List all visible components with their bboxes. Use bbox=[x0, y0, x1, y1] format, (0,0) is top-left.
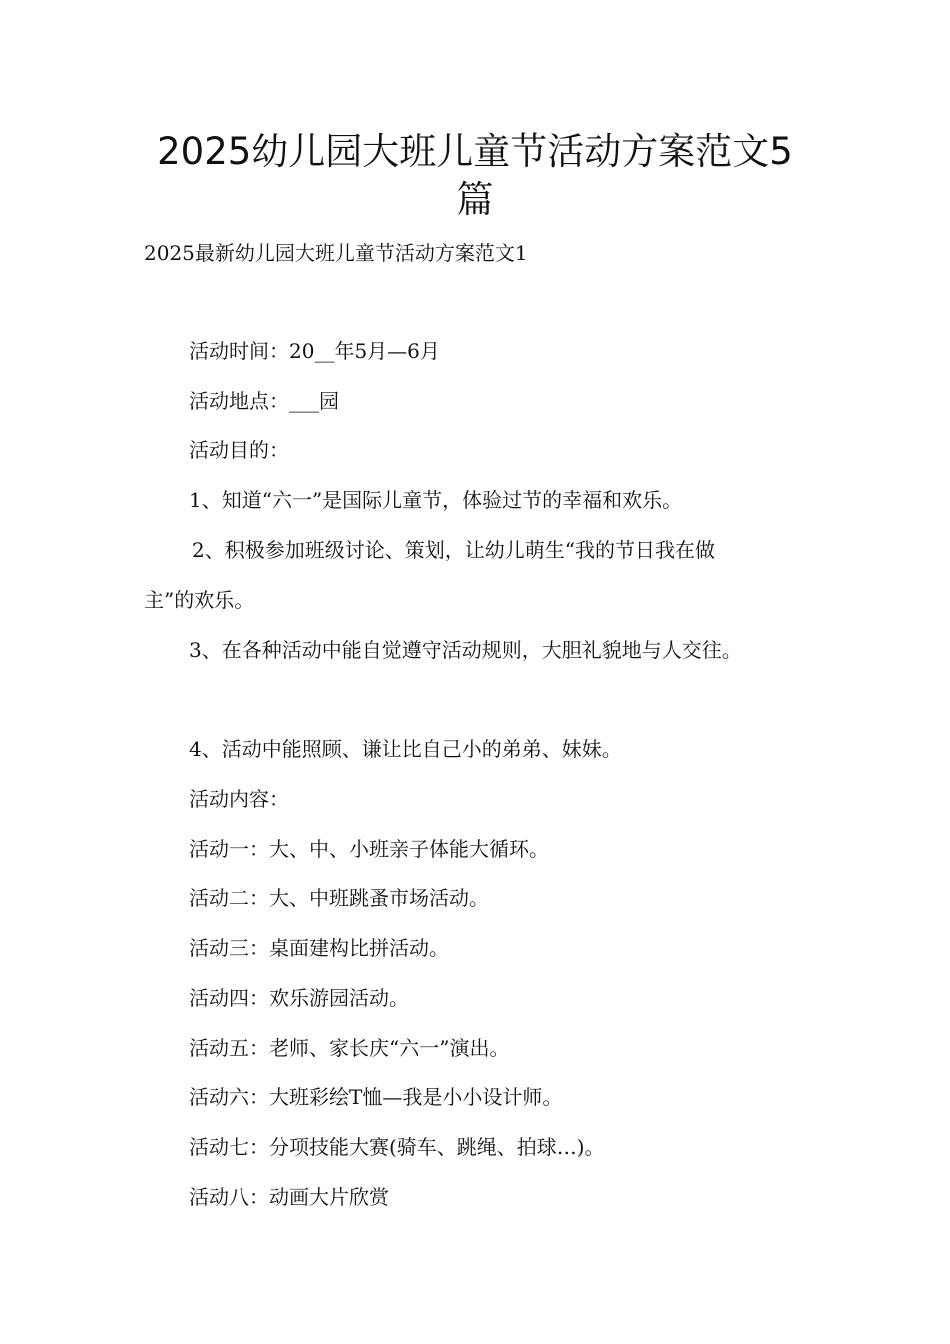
paragraph-activity-5: 活动五：老师、家长庆“六一”演出。 bbox=[189, 1036, 510, 1060]
paragraph-purpose-3: 3、在各种活动中能自觉遵守活动规则，大胆礼貌地与人交往。 bbox=[189, 638, 742, 662]
paragraph-activity-6: 活动六：大班彩绘T恤—我是小小设计师。 bbox=[189, 1085, 563, 1109]
paragraph-activity-time: 活动时间：20__年5月—6月 bbox=[189, 339, 440, 363]
paragraph-purpose-2: 2、积极参加班级讨论、策划，让幼儿萌生“我的节日我在做 bbox=[192, 538, 715, 562]
paragraph-activity-3: 活动三：桌面建构比拼活动。 bbox=[189, 936, 449, 960]
paragraph-activity-location: 活动地点：___园 bbox=[189, 389, 339, 413]
document-subtitle: 2025最新幼儿园大班儿童节活动方案范文1 bbox=[144, 241, 528, 265]
paragraph-activity-7: 活动七：分项技能大赛(骑车、跳绳、拍球…)。 bbox=[189, 1135, 605, 1159]
paragraph-purpose-1: 1、知道“六一”是国际儿童节，体验过节的幸福和欢乐。 bbox=[189, 488, 683, 512]
paragraph-activity-8: 活动八：动画大片欣赏 bbox=[189, 1185, 389, 1209]
paragraph-activity-content: 活动内容： bbox=[189, 787, 289, 811]
paragraph-purpose-2-continued: 主”的欢乐。 bbox=[144, 588, 255, 612]
paragraph-activity-purpose: 活动目的： bbox=[189, 438, 289, 462]
document-title bbox=[120, 128, 830, 224]
title-line-1: 2025幼儿园大班儿童节活动方案范文5 bbox=[157, 130, 793, 173]
paragraph-activity-2: 活动二：大、中班跳蚤市场活动。 bbox=[189, 886, 489, 910]
paragraph-activity-1: 活动一：大、中、小班亲子体能大循环。 bbox=[189, 837, 549, 861]
title-line-2: 篇 bbox=[456, 178, 494, 221]
paragraph-activity-4: 活动四：欢乐游园活动。 bbox=[189, 986, 409, 1010]
paragraph-purpose-4: 4、活动中能照顾、谦让比自己小的弟弟、妹妹。 bbox=[189, 737, 622, 761]
